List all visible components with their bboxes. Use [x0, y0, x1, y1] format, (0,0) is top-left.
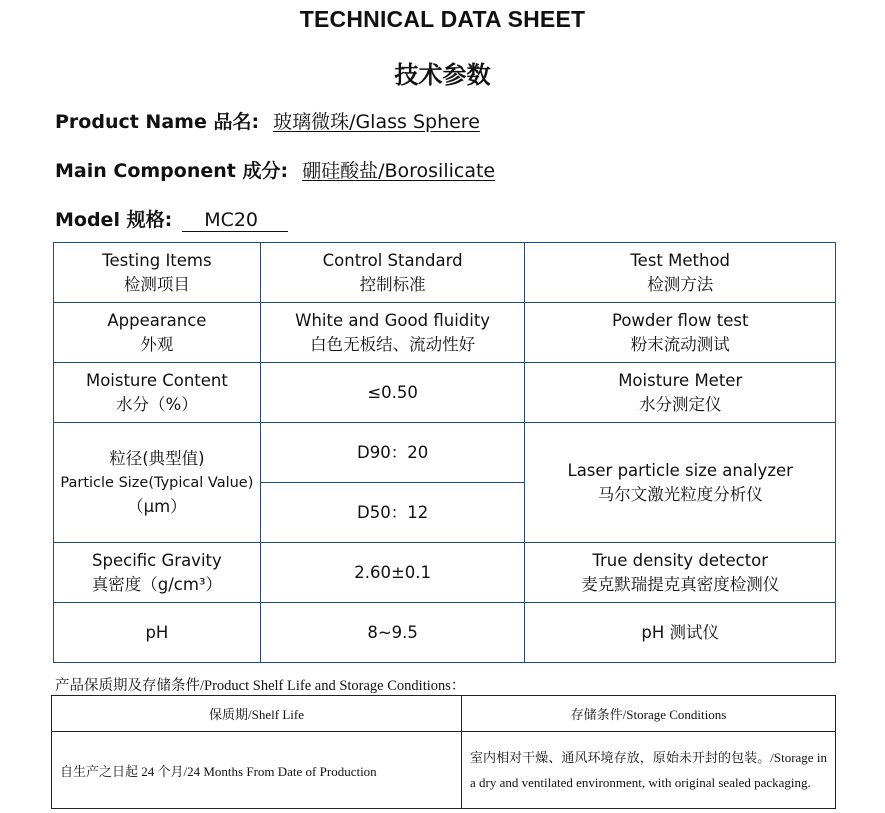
- table-row-gravity: [54, 543, 836, 603]
- particle-d90: D90：20: [260, 423, 525, 483]
- ph-item: pH: [54, 603, 261, 663]
- appearance-method-cn: 粉末流动测试: [630, 334, 730, 354]
- appearance-method: [525, 303, 836, 363]
- particle-size-item: [54, 423, 261, 543]
- ph-method: pH 测试仪: [525, 603, 836, 663]
- moisture-method-cn: 水分测定仪: [638, 394, 722, 414]
- gravity-item-en: Specific Gravity: [92, 550, 222, 570]
- appearance-item-cn: 外观: [140, 334, 174, 354]
- gravity-item-cn: 真密度（g/cm³）: [91, 574, 223, 594]
- header-control-standard-en: Control Standard: [322, 250, 463, 270]
- main-component-label: Main Component 成分:: [55, 160, 289, 182]
- moisture-method-en: Moisture Meter: [618, 370, 743, 390]
- header-testing-items: [54, 243, 261, 303]
- shelf-life-value: 自生产之日起 24 个月/24 Months From Date of Production: [52, 732, 462, 809]
- header-test-method-en: Test Method: [630, 250, 731, 270]
- product-name-value: 玻璃微珠/Glass Sphere: [273, 111, 480, 133]
- shelf-life-caption: 产品保质期及存储条件/Product Shelf Life and Storage Conditions：: [55, 678, 466, 694]
- gravity-method-cn: 麦克默瑞提克真密度检测仪: [581, 574, 780, 594]
- model-value: MC20: [182, 209, 288, 232]
- table-row-ph: [54, 603, 836, 663]
- appearance-method-en: Powder flow test: [611, 310, 749, 330]
- header-control-standard-cn: 控制标准: [359, 274, 426, 294]
- main-component-value: 硼硅酸盐/Borosilicate: [302, 160, 496, 182]
- appearance-standard-en: White and Good fluidity: [295, 310, 491, 330]
- table-row-particle-d90: [54, 423, 836, 483]
- main-component-field: [55, 156, 495, 183]
- header-control-standard: [260, 243, 525, 303]
- appearance-item-en: Appearance: [107, 310, 207, 330]
- gravity-method: [525, 543, 836, 603]
- header-testing-items-en: Testing Items: [102, 250, 212, 270]
- appearance-standard: [260, 303, 525, 363]
- table-row-moisture: [54, 363, 836, 423]
- moisture-item: [54, 363, 261, 423]
- shelf-life-table: [51, 695, 836, 809]
- particle-method-cn: 马尔文激光粒度分析仪: [597, 484, 763, 504]
- document-title-chinese: 技术参数: [394, 61, 491, 89]
- model-label: Model 规格:: [55, 209, 173, 231]
- particle-method: [525, 423, 836, 543]
- table-row-appearance: [54, 303, 836, 363]
- particle-size-item-cn: 粒径(典型值): [109, 448, 205, 468]
- shelf-header-row: [52, 696, 836, 732]
- appearance-standard-cn: 白色无板结、流动性好: [310, 334, 476, 354]
- gravity-method-en: True density detector: [592, 550, 769, 570]
- particle-size-unit: （μm）: [127, 496, 187, 516]
- header-test-method: [525, 243, 836, 303]
- particle-size-item-en: Particle Size(Typical Value): [60, 474, 254, 491]
- particle-method-en: Laser particle size analyzer: [567, 460, 793, 480]
- spec-table: [53, 242, 836, 663]
- product-name-field: [55, 107, 480, 134]
- ph-standard: 8~9.5: [260, 603, 525, 663]
- header-testing-items-cn: 检测项目: [123, 274, 190, 294]
- spec-header-row: [54, 243, 836, 303]
- shelf-body-row: [52, 732, 836, 809]
- product-name-label: Product Name 品名:: [55, 111, 260, 133]
- header-test-method-cn: 检测方法: [647, 274, 714, 294]
- model-field: [55, 205, 288, 232]
- moisture-item-cn: 水分（%）: [116, 394, 198, 414]
- particle-d50: D50：12: [260, 483, 525, 543]
- storage-conditions-value: 室内相对干燥、通风环境存放，原始未开封的包装。/Storage in a dry and ventilated environment, with original sealed packaging.: [462, 732, 836, 809]
- header-shelf-life: 保质期/Shelf Life: [52, 696, 462, 732]
- gravity-standard: 2.60±0.1: [260, 543, 525, 603]
- gravity-item: [54, 543, 261, 603]
- moisture-method: [525, 363, 836, 423]
- appearance-item: [54, 303, 261, 363]
- moisture-standard: ≤0.50: [260, 363, 525, 423]
- header-storage-conditions: 存储条件/Storage Conditions: [462, 696, 836, 732]
- moisture-item-en: Moisture Content: [85, 370, 228, 390]
- document-title: TECHNICAL DATA SHEET: [299, 6, 586, 32]
